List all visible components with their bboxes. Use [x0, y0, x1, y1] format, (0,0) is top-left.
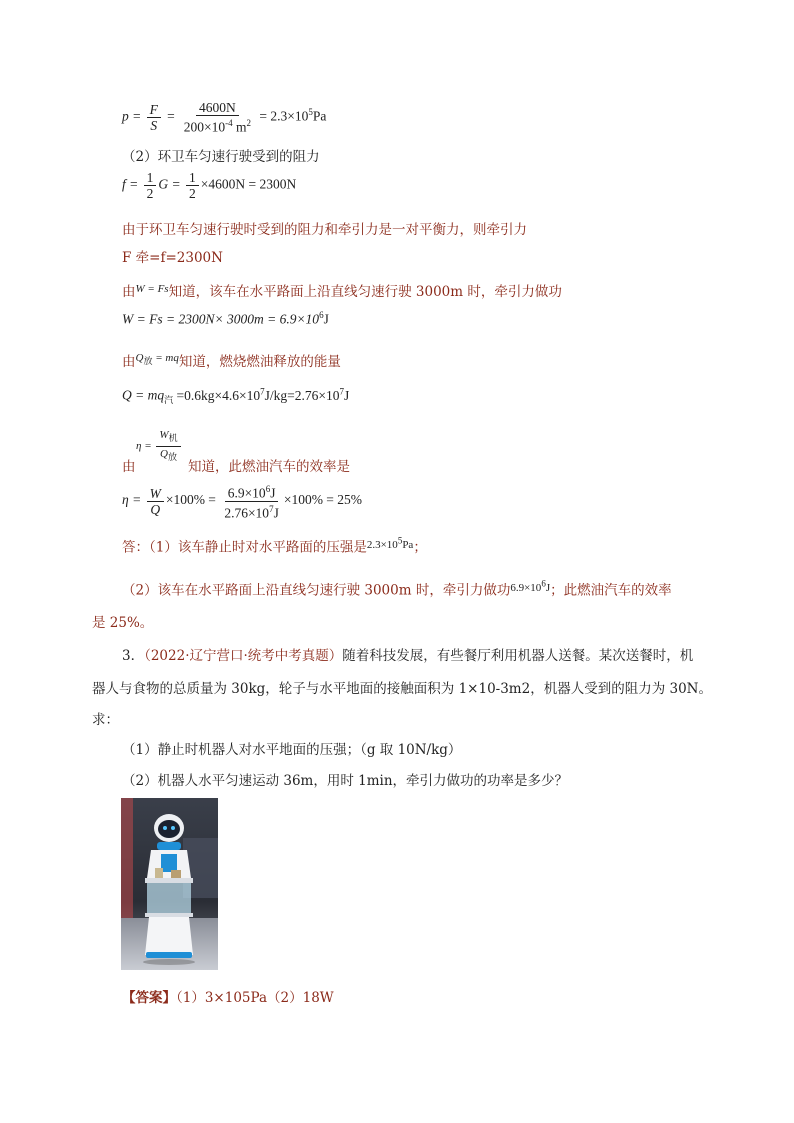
efficiency-definition: η = $\frac{W_机}{Q_放}$ [136, 428, 183, 465]
answer-text: （1）3×105Pa（2）18W [176, 990, 334, 1006]
resistance-formula: f = $\frac{1}{2}$ G = $\frac{1}{2}$ ×4600N = 2300N [122, 170, 297, 201]
part2-heading: （2）环卫车匀速行驶受到的阻力 [122, 149, 320, 165]
robot-illustration [121, 798, 218, 970]
answer-label: 【答案】 [122, 990, 176, 1006]
question-3-part-2: （2）机器人水平匀速运动 36m，用时 1min，牵引力做功的功率是多少？ [122, 773, 569, 789]
traction-line: F 牵=f=2300N [122, 250, 223, 266]
question-3-line-1: 3．（2022·辽宁营口·统考中考真题）随着科技发展，有些餐厅利用机器人送餐。某次送餐时，机 [122, 648, 694, 664]
answer-1: 答：（1）该车静止时对水平路面的压强是$^{2.3\times 10^5Pa}$； [122, 535, 427, 556]
efficiency-formula: η = $\frac{W}{Q}$ ×100% = $\frac{6.9\times 10^6J}{2.76\times 10^7J}$ ×100% = 25% [122, 484, 363, 520]
efficiency-intro-by: 由 [122, 459, 136, 475]
balance-line: 由于环卫车匀速行驶时受到的阻力和牵引力是一对平衡力，则牵引力 [122, 222, 527, 238]
work-formula: $W = Fs = 2300N\times 3000m = 6.9\times 10^6J$ [122, 310, 329, 327]
question-3-line-3: 求： [92, 712, 119, 728]
answer-2-end: 是 25%。 [92, 615, 154, 631]
answer-2: （2）该车在水平路面上沿直线匀速行驶 3000m 时，牵引力做功$^{6.9\times 10^6J}$；此燃油汽车的效率 [122, 578, 672, 599]
question-3-part-1: （1）静止时机器人对水平地面的压强；（g 取 10N/kg） [122, 742, 462, 758]
robot-photo [121, 798, 218, 970]
question-3-line-2: 器人与食物的总质量为 30kg，轮子与水平地面的接触面积为 1×10-3m2，机器人受到的阻力为 30N。 [92, 681, 712, 697]
pressure-formula: p = $\frac{F}{S}$ = $\frac{4600N}{200\times 10^{-4} m^2}$ = $2.3\times 10^5Pa$ [122, 100, 327, 135]
heat-formula: $Q = mq_汽 =0.6kg\times 4.6\times 10^7J/kg=2.76\times 10^7J$ [122, 386, 350, 406]
work-intro-line: 由$^{W = Fs}$知道，该车在水平路面上沿直线匀速行驶 3000m 时，牵引力做功 [122, 283, 562, 300]
answer-section [122, 986, 334, 1006]
energy-intro-line: 由$^{Q_放 = mq}$知道，燃烧燃油释放的能量 [122, 352, 341, 370]
efficiency-intro-line: 知道，此燃油汽车的效率是 [188, 459, 350, 475]
